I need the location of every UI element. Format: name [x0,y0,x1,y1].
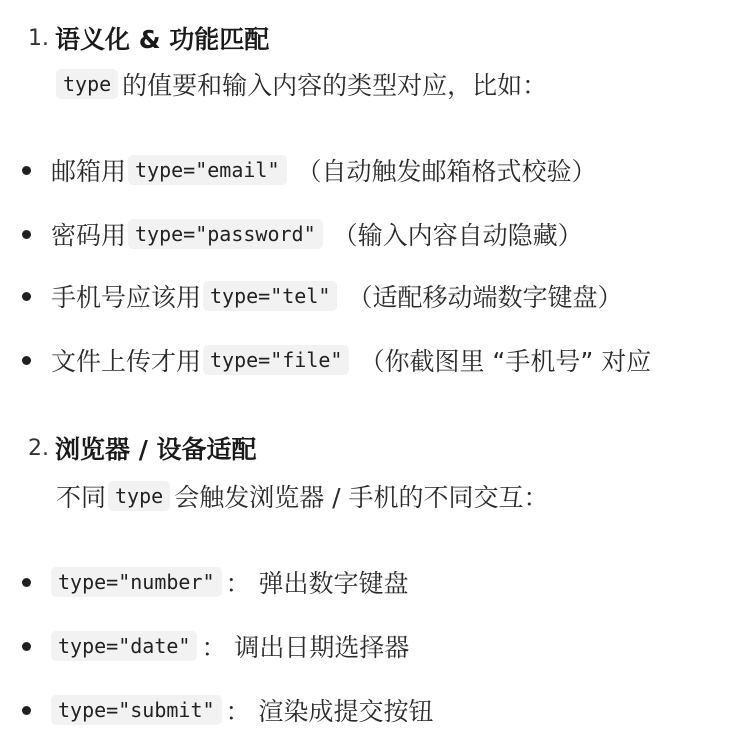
section-2-heading-row [28,428,257,468]
bullet-icon [22,706,31,715]
list-item [22,150,597,190]
section-2-number: 2. [28,435,49,461]
list-item-note: （你截图里 “手机号” 对应 [359,347,652,376]
list-item [22,562,409,602]
list-item-note: （适配移动端数字键盘） [347,283,623,312]
inline-code: type="file" [203,345,349,375]
section-1-intro-text: 的值要和输入内容的类型对应，比如： [122,71,548,100]
list-item-label: 文件上传才用 [51,347,202,376]
bullet-icon [22,230,31,239]
bullet-icon [22,166,31,175]
section-1-heading-row [28,18,269,58]
list-item-note: （输入内容自动隐藏） [332,221,583,250]
list-item-text: ： 弹出数字键盘 [225,569,409,598]
list-item [22,626,409,666]
inline-code: type="submit" [51,695,222,725]
section-1-heading: 语义化 & 功能匹配 [55,25,270,54]
list-item [22,276,622,316]
list-item [22,340,729,380]
list-item-text: ： 调出日期选择器 [201,633,410,662]
inline-code: type="number" [51,567,222,597]
list-item [22,214,583,254]
inline-code: type [108,481,170,511]
inline-code: type="tel" [203,281,337,311]
list-item-label: 邮箱用 [51,157,127,186]
section-2-intro [56,476,549,516]
list-item-label: 密码用 [51,221,127,250]
inline-code: type="date" [51,631,197,661]
inline-code: type="password" [128,219,323,249]
bullet-icon [22,356,31,365]
list-item-note: （自动触发邮箱格式校验） [296,157,597,186]
list-item [22,690,434,730]
list-item-text: ： 渲染成提交按钮 [225,697,434,726]
section-1-number: 1. [28,25,49,51]
section-2-intro-after: 会触发浏览器 / 手机的不同交互： [174,483,549,512]
list-item-label: 手机号应该用 [51,283,202,312]
bullet-icon [22,642,31,651]
inline-code: type [56,69,118,99]
bullet-icon [22,578,31,587]
inline-code: type="email" [128,155,287,185]
section-2-heading: 浏览器 / 设备适配 [55,435,257,464]
section-1-intro [56,64,547,104]
section-2-intro-before: 不同 [56,483,107,512]
bullet-icon [22,292,31,301]
